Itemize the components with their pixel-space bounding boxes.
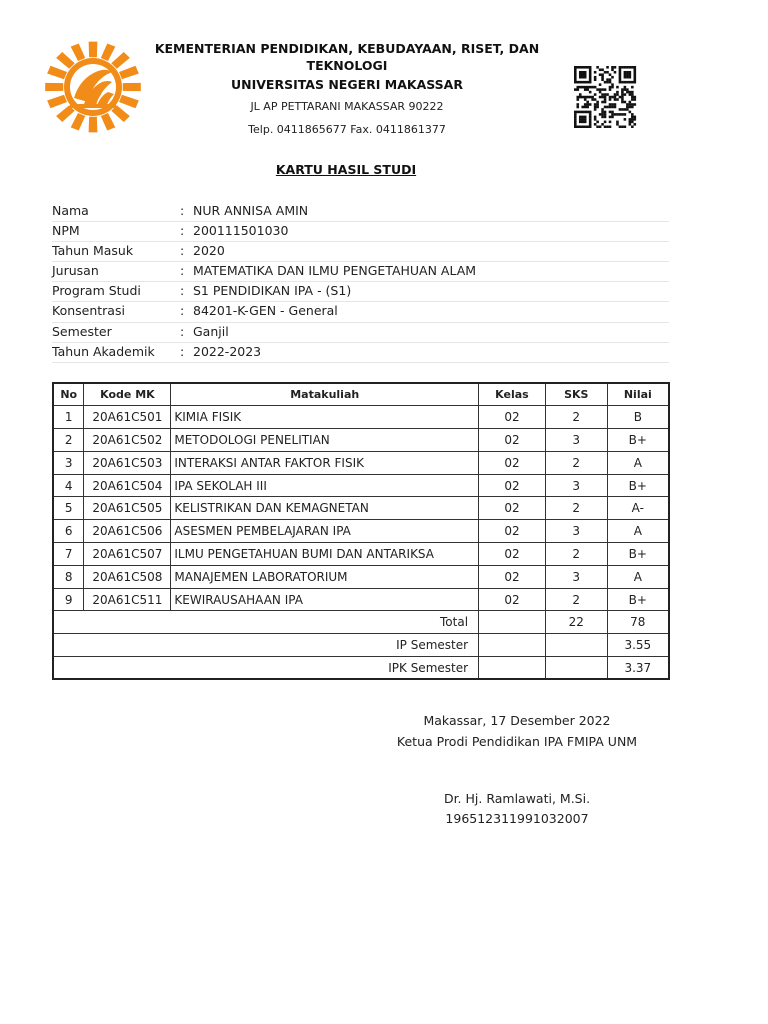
cell-sks: 3 bbox=[545, 474, 607, 497]
info-row-npm bbox=[52, 222, 669, 242]
cell-matakuliah: ILMU PENGETAHUAN BUMI DAN ANTARIKSA bbox=[171, 543, 479, 566]
ipk-empty-sks bbox=[545, 657, 607, 680]
info-value: Ganjil bbox=[193, 323, 229, 339]
cell-kode: 20A61C507 bbox=[84, 543, 171, 566]
info-row-tahun-akademik bbox=[52, 343, 669, 363]
ip-empty-sks bbox=[545, 634, 607, 657]
cell-no: 4 bbox=[53, 474, 84, 497]
cell-kelas: 02 bbox=[479, 451, 546, 474]
info-value: 84201-K-GEN - General bbox=[193, 303, 338, 319]
total-row bbox=[53, 611, 669, 634]
cell-kelas: 02 bbox=[479, 497, 546, 520]
cell-matakuliah: INTERAKSI ANTAR FAKTOR FISIK bbox=[171, 451, 479, 474]
cell-nilai: B+ bbox=[607, 474, 669, 497]
info-label: Konsentrasi bbox=[52, 303, 125, 319]
cell-no: 8 bbox=[53, 565, 84, 588]
info-label: Jurusan bbox=[52, 263, 99, 279]
university-address: JL AP PETTARANI MAKASSAR 90222 bbox=[250, 100, 444, 113]
info-row-nama bbox=[52, 202, 669, 222]
cell-sks: 2 bbox=[545, 543, 607, 566]
cell-no: 2 bbox=[53, 429, 84, 452]
cell-nilai: B+ bbox=[607, 429, 669, 452]
cell-matakuliah: ASESMEN PEMBELAJARAN IPA bbox=[171, 520, 479, 543]
info-value: 2022-2023 bbox=[193, 343, 262, 359]
cell-sks: 3 bbox=[545, 520, 607, 543]
cell-matakuliah: KEWIRAUSAHAAN IPA bbox=[171, 588, 479, 611]
cell-nilai: B+ bbox=[607, 588, 669, 611]
signature-name: Dr. Hj. Ramlawati, M.Si. bbox=[443, 791, 591, 806]
table-header-row bbox=[53, 383, 669, 406]
ip-semester-label: IP Semester bbox=[53, 634, 479, 657]
cell-kode: 20A61C505 bbox=[84, 497, 171, 520]
cell-kelas: 02 bbox=[479, 429, 546, 452]
info-label: Semester bbox=[52, 323, 112, 339]
cell-matakuliah: METODOLOGI PENELITIAN bbox=[171, 429, 479, 452]
table-row bbox=[53, 497, 669, 520]
table-row bbox=[53, 406, 669, 429]
cell-kode: 20A61C503 bbox=[84, 451, 171, 474]
table-row bbox=[53, 429, 669, 452]
cell-kelas: 02 bbox=[479, 406, 546, 429]
info-label: Program Studi bbox=[52, 283, 141, 299]
info-row-jurusan bbox=[52, 262, 669, 282]
cell-sks: 2 bbox=[545, 588, 607, 611]
total-sks: 22 bbox=[545, 611, 607, 634]
cell-kode: 20A61C501 bbox=[84, 406, 171, 429]
info-colon: : bbox=[180, 223, 185, 239]
info-colon: : bbox=[180, 243, 185, 259]
info-row-semester bbox=[52, 323, 669, 343]
ip-empty-kelas bbox=[479, 634, 546, 657]
info-value: 2020 bbox=[193, 243, 225, 259]
cell-kode: 20A61C506 bbox=[84, 520, 171, 543]
info-colon: : bbox=[180, 323, 185, 339]
cell-matakuliah: KELISTRIKAN DAN KEMAGNETAN bbox=[171, 497, 479, 520]
cell-no: 6 bbox=[53, 520, 84, 543]
cell-nilai: A bbox=[607, 565, 669, 588]
cell-nilai: A bbox=[607, 520, 669, 543]
cell-nilai: B+ bbox=[607, 543, 669, 566]
university-name: UNIVERSITAS NEGERI MAKASSAR bbox=[231, 77, 463, 92]
table-row bbox=[53, 451, 669, 474]
cell-sks: 2 bbox=[545, 406, 607, 429]
cell-kode: 20A61C511 bbox=[84, 588, 171, 611]
total-kelas-empty bbox=[479, 611, 546, 634]
cell-kode: 20A61C508 bbox=[84, 565, 171, 588]
col-header-nilai: Nilai bbox=[607, 383, 669, 406]
info-row-tahun-masuk bbox=[52, 242, 669, 262]
table-row bbox=[53, 543, 669, 566]
ipk-semester-row bbox=[53, 657, 669, 680]
cell-sks: 2 bbox=[545, 497, 607, 520]
cell-no: 1 bbox=[53, 406, 84, 429]
info-colon: : bbox=[180, 283, 185, 299]
cell-nilai: A bbox=[607, 451, 669, 474]
info-colon: : bbox=[180, 343, 185, 359]
col-header-matakuliah: Matakuliah bbox=[171, 383, 479, 406]
info-label: Nama bbox=[52, 203, 89, 218]
info-colon: : bbox=[180, 203, 185, 218]
cell-kode: 20A61C502 bbox=[84, 429, 171, 452]
cell-sks: 3 bbox=[545, 565, 607, 588]
signature-role: Ketua Prodi Pendidikan IPA FMIPA UNM bbox=[396, 734, 638, 749]
info-value: 200111501030 bbox=[193, 223, 289, 239]
total-label: Total bbox=[53, 611, 479, 634]
ipk-semester-value: 3.37 bbox=[607, 657, 669, 680]
cell-matakuliah: KIMIA FISIK bbox=[171, 406, 479, 429]
info-value: MATEMATIKA DAN ILMU PENGETAHUAN ALAM bbox=[193, 263, 477, 279]
info-label: Tahun Akademik bbox=[52, 343, 155, 359]
info-colon: : bbox=[180, 263, 185, 279]
cell-kelas: 02 bbox=[479, 565, 546, 588]
student-info bbox=[52, 202, 669, 363]
info-colon: : bbox=[180, 303, 185, 319]
document-title: KARTU HASIL STUDI bbox=[275, 162, 417, 177]
unm-sun-logo-icon bbox=[40, 38, 146, 136]
col-header-kelas: Kelas bbox=[479, 383, 546, 406]
cell-no: 3 bbox=[53, 451, 84, 474]
info-label: NPM bbox=[52, 223, 80, 239]
cell-nilai: B bbox=[607, 406, 669, 429]
info-row-konsentrasi bbox=[52, 302, 669, 322]
grades-table bbox=[52, 382, 670, 680]
col-header-kode: Kode MK bbox=[84, 383, 171, 406]
total-nilai: 78 bbox=[607, 611, 669, 634]
table-row bbox=[53, 520, 669, 543]
cell-kelas: 02 bbox=[479, 474, 546, 497]
cell-kode: 20A61C504 bbox=[84, 474, 171, 497]
signature-place-date: Makassar, 17 Desember 2022 bbox=[423, 713, 611, 728]
cell-kelas: 02 bbox=[479, 520, 546, 543]
info-value: NUR ANNISA AMIN bbox=[193, 203, 309, 218]
ip-semester-value: 3.55 bbox=[607, 634, 669, 657]
table-row bbox=[53, 474, 669, 497]
cell-sks: 3 bbox=[545, 429, 607, 452]
info-label: Tahun Masuk bbox=[52, 243, 134, 259]
cell-sks: 2 bbox=[545, 451, 607, 474]
university-phone: Telp. 0411865677 Fax. 0411861377 bbox=[248, 123, 446, 136]
ip-semester-row bbox=[53, 634, 669, 657]
qr-code-icon bbox=[572, 66, 638, 128]
info-value: S1 PENDIDIKAN IPA - (S1) bbox=[193, 283, 352, 299]
table-row bbox=[53, 588, 669, 611]
cell-no: 7 bbox=[53, 543, 84, 566]
cell-matakuliah: MANAJEMEN LABORATORIUM bbox=[171, 565, 479, 588]
col-header-no: No bbox=[53, 383, 84, 406]
ipk-empty-kelas bbox=[479, 657, 546, 680]
col-header-sks: SKS bbox=[545, 383, 607, 406]
ministry-name: KEMENTERIAN PENDIDIKAN, KEBUDAYAAN, RISET, DAN TEKNOLOGI bbox=[154, 41, 540, 73]
info-row-program-studi bbox=[52, 282, 669, 302]
cell-kelas: 02 bbox=[479, 543, 546, 566]
cell-nilai: A- bbox=[607, 497, 669, 520]
cell-no: 9 bbox=[53, 588, 84, 611]
table-row bbox=[53, 565, 669, 588]
cell-no: 5 bbox=[53, 497, 84, 520]
cell-matakuliah: IPA SEKOLAH III bbox=[171, 474, 479, 497]
signature-nip: 196512311991032007 bbox=[445, 811, 589, 826]
cell-kelas: 02 bbox=[479, 588, 546, 611]
ipk-semester-label: IPK Semester bbox=[53, 657, 479, 680]
